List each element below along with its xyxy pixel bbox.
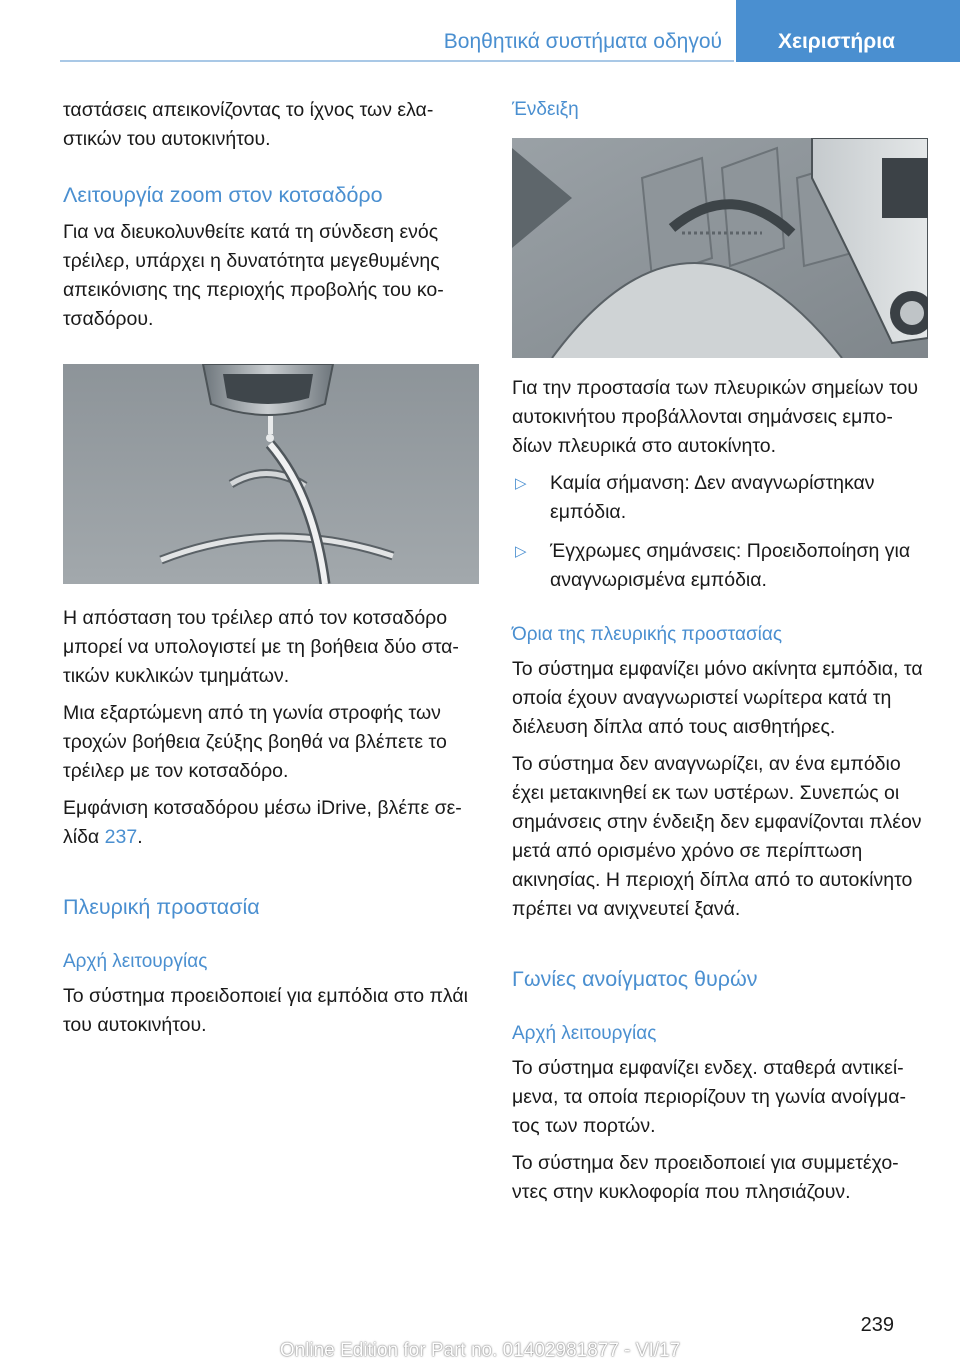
principle-paragraph: Το σύστημα προειδοποιεί για εμπόδια στο πλάι του αυτοκινήτου. bbox=[63, 985, 468, 1036]
footer-edition: Online Edition for Part no. 01402981877 - VI/17 bbox=[279, 1340, 681, 1361]
display-text: Εμφάνιση κοτσαδόρου μέσω iDrive, βλέπε σε-λίδα bbox=[63, 797, 462, 848]
display-end: . bbox=[137, 826, 143, 848]
page-number: 239 bbox=[860, 1314, 894, 1336]
section-title: Βοηθητικά συστήματα οδηγού bbox=[60, 0, 734, 62]
left-column bbox=[63, 96, 483, 1048]
principle-heading: Αρχή λειτουργίας bbox=[63, 951, 208, 972]
display-heading: Ένδειξη bbox=[512, 99, 579, 120]
list-item-text: Έγχρωμες σημάνσεις: Προειδοποίηση για αναγνωρισμένα εμπόδια. bbox=[550, 540, 911, 591]
display-paragraph-right: Για την προστασία των πλευρικών σημείων του αυτοκινήτου προβάλλονται σημάνσεις εμπο-δίων πλευρικά στο αυτοκίνητο. bbox=[512, 377, 919, 457]
list-item bbox=[512, 469, 932, 527]
doors-paragraph-2: Το σύστημα δεν προειδοποιεί για συμμετέχο-ντες στην κυκλοφορία που πλησιάζουν. bbox=[512, 1152, 899, 1203]
list-item-text: Καμία σήμανση: Δεν αναγνωρίστηκαν εμπόδια. bbox=[550, 472, 875, 523]
hitch-zoom-illustration bbox=[63, 364, 479, 584]
limits-paragraph-1: Το σύστημα εμφανίζει μόνο ακίνητα εμπόδια, τα οποία έχουν αναγνωριστεί νωρίτερα κατά τη διέλευση δίπλα από τους αισθητήρες. bbox=[512, 658, 923, 738]
limits-paragraph-2: Το σύστημα δεν αναγνωρίζει, αν ένα εμπόδιο έχει μετακινηθεί εκ των υστέρων. Συνεπώς οι σημάνσεις στην ένδειξη δεν εμφανίζονται πλέον μετά από ορισμένο χρόνο σε περίπτωση ακινησίας. Η περιοχή δίπλα από το αυτοκίνητο πρέπει να ανιχνευτεί ξανά. bbox=[512, 753, 922, 920]
doors-principle-heading: Αρχή λειτουργίας bbox=[512, 1023, 657, 1044]
zoom-heading: Λειτουργία zoom στον κοτσαδόρο bbox=[63, 183, 383, 207]
chapter-tab: Χειριστήρια bbox=[736, 0, 960, 62]
zoom-paragraph: Για να διευκολυνθείτε κατά τη σύνδεση ενός τρέιλερ, υπάρχει η δυνατότητα μεγεθυμένης απεικόνισης της περιοχής προβολής του κο-τσαδόρου. bbox=[63, 221, 444, 330]
display-paragraph bbox=[63, 794, 483, 852]
angle-paragraph: Μια εξαρτώμενη από τη γωνία στροφής των τροχών βοήθεια ζεύξης βοηθά να βλέπετε το τρέιλερ με τον κοτσαδόρο. bbox=[63, 702, 447, 782]
list-item bbox=[512, 537, 932, 595]
door-angles-heading: Γωνίες ανοίγματος θυρών bbox=[512, 967, 758, 991]
side-protection-heading: Πλευρική προστασία bbox=[63, 895, 260, 919]
page-header bbox=[0, 0, 960, 62]
page-link[interactable]: 237 bbox=[104, 826, 138, 848]
doors-paragraph-1: Το σύστημα εμφανίζει ενδεχ. σταθερά αντικεί-μενα, τα οποία περιορίζουν τη γωνία ανοίγμα-τος των πορτών. bbox=[512, 1057, 906, 1137]
right-column bbox=[512, 96, 932, 1215]
distance-paragraph: Η απόσταση του τρέιλερ από τον κοτσαδόρο μπορεί να υπολογιστεί με τη βοήθεια δύο στα-τικών κυκλικών τμημάτων. bbox=[63, 607, 459, 687]
triangle-right-icon: ▷ bbox=[515, 543, 527, 560]
intro-paragraph: ταστάσεις απεικονίζοντας το ίχνος των ελα-στικών του αυτοκινήτου. bbox=[63, 99, 434, 150]
side-protection-illustration bbox=[512, 138, 928, 358]
limits-heading: Όρια της πλευρικής προστασίας bbox=[512, 624, 783, 645]
triangle-right-icon: ▷ bbox=[515, 475, 527, 492]
indicator-list bbox=[512, 469, 932, 595]
